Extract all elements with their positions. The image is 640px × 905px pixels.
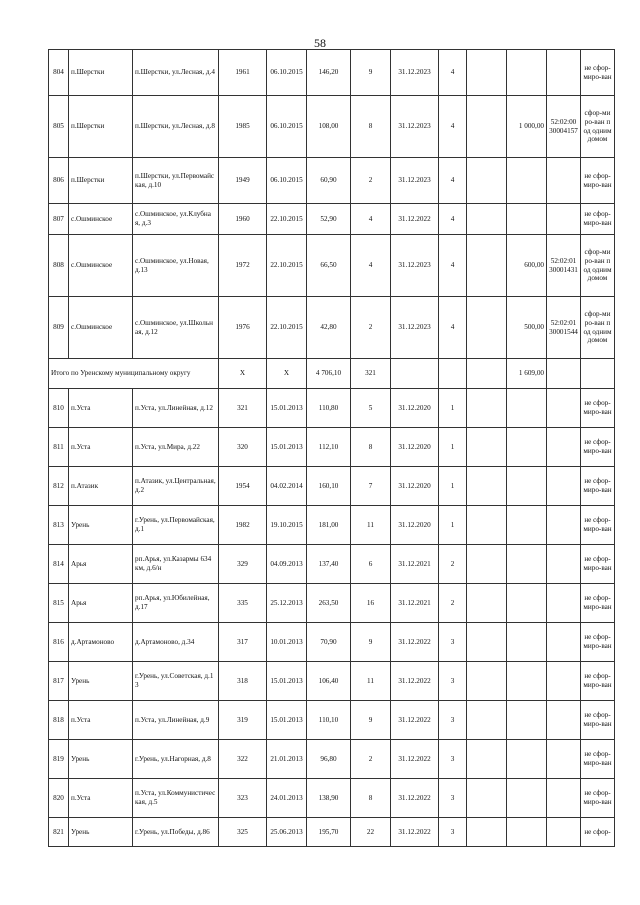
cell-cadastral-number: 52:02:0030004157 (547, 96, 581, 158)
cell-settlement: п.Атазик (69, 467, 133, 506)
cell-resettlement-deadline: 31.12.2022 (391, 623, 439, 662)
cell-row-number: 811 (49, 428, 69, 467)
cell-land-status: не сфор-миро-ван (581, 701, 615, 740)
cell-residents: 11 (351, 662, 391, 701)
cell-row-number: 804 (49, 50, 69, 96)
cell-cadastral-number (547, 428, 581, 467)
cell-address: п.Уста, ул.Линейная, д.9 (133, 701, 219, 740)
cell-area: 110,80 (307, 389, 351, 428)
cell-residents: 6 (351, 545, 391, 584)
total-date-col: X (267, 359, 307, 389)
cell-area: 52,90 (307, 204, 351, 235)
cell-settlement: с.Ошминское (69, 297, 133, 359)
cell-stage: 3 (439, 740, 467, 779)
cell-cadastral-number (547, 701, 581, 740)
cell-stage: 2 (439, 584, 467, 623)
cell-resettlement-deadline: 31.12.2023 (391, 50, 439, 96)
cell-empty-col (467, 235, 507, 297)
cell-address: с.Ошминское, ул.Клубная, д.3 (133, 204, 219, 235)
cell-recognition-date: 15.01.2013 (267, 428, 307, 467)
cell-address: рп.Арья, ул.Юбилейная, д.17 (133, 584, 219, 623)
cell-empty-col (467, 204, 507, 235)
cell-stage: 2 (439, 545, 467, 584)
cell-residents: 4 (351, 204, 391, 235)
cell-address: с.Ошминское, ул.Новая, д.13 (133, 235, 219, 297)
cell-settlement: п.Уста (69, 701, 133, 740)
cell-stage: 1 (439, 389, 467, 428)
cell-stage: 4 (439, 50, 467, 96)
total-empty (581, 359, 615, 389)
cell-address: д.Артамоново, д.34 (133, 623, 219, 662)
cell-empty-col (467, 662, 507, 701)
cell-land-area (507, 204, 547, 235)
cell-year-or-doc-number: 329 (219, 545, 267, 584)
cell-empty-col (467, 506, 507, 545)
cell-recognition-date: 22.10.2015 (267, 204, 307, 235)
table-row (49, 818, 615, 847)
cell-resettlement-deadline: 31.12.2023 (391, 235, 439, 297)
cell-cadastral-number (547, 740, 581, 779)
cell-land-area (507, 701, 547, 740)
cell-row-number: 809 (49, 297, 69, 359)
table-row (49, 506, 615, 545)
cell-land-area: 600,00 (507, 235, 547, 297)
total-area: 4 706,10 (307, 359, 351, 389)
cell-settlement: п.Уста (69, 779, 133, 818)
cell-area: 70,90 (307, 623, 351, 662)
cell-resettlement-deadline: 31.12.2022 (391, 818, 439, 847)
cell-empty-col (467, 158, 507, 204)
cell-resettlement-deadline: 31.12.2021 (391, 545, 439, 584)
cell-recognition-date: 22.10.2015 (267, 297, 307, 359)
cell-year-or-doc-number: 335 (219, 584, 267, 623)
cell-cadastral-number: 52:02:0130001431 (547, 235, 581, 297)
table-row (49, 297, 615, 359)
cell-address: г.Урень, ул.Победы, д.86 (133, 818, 219, 847)
cell-land-area (507, 662, 547, 701)
cell-residents: 9 (351, 701, 391, 740)
cell-address: п.Уста, ул.Коммунистическая, д.5 (133, 779, 219, 818)
cell-stage: 3 (439, 662, 467, 701)
cell-settlement: Урень (69, 506, 133, 545)
cell-residents: 8 (351, 779, 391, 818)
cell-land-area (507, 506, 547, 545)
cell-empty-col (467, 779, 507, 818)
cell-recognition-date: 22.10.2015 (267, 235, 307, 297)
cell-cadastral-number (547, 779, 581, 818)
cell-recognition-date: 25.06.2013 (267, 818, 307, 847)
cell-land-status: не сфор-миро-ван (581, 740, 615, 779)
cell-recognition-date: 04.09.2013 (267, 545, 307, 584)
cell-year-or-doc-number: 320 (219, 428, 267, 467)
cell-year-or-doc-number: 319 (219, 701, 267, 740)
cell-year-or-doc-number: 325 (219, 818, 267, 847)
cell-row-number: 812 (49, 467, 69, 506)
cell-resettlement-deadline: 31.12.2022 (391, 740, 439, 779)
cell-settlement: д.Артамоново (69, 623, 133, 662)
cell-land-area (507, 818, 547, 847)
cell-residents: 11 (351, 506, 391, 545)
cell-row-number: 810 (49, 389, 69, 428)
cell-row-number: 815 (49, 584, 69, 623)
cell-stage: 4 (439, 235, 467, 297)
cell-area: 112,10 (307, 428, 351, 467)
cell-year-or-doc-number: 322 (219, 740, 267, 779)
cell-resettlement-deadline: 31.12.2020 (391, 467, 439, 506)
cell-area: 42,80 (307, 297, 351, 359)
cell-address: г.Урень, ул.Нагорная, д.8 (133, 740, 219, 779)
cell-area: 160,10 (307, 467, 351, 506)
cell-settlement: п.Шерстки (69, 96, 133, 158)
cell-land-status: не сфор-миро-ван (581, 545, 615, 584)
cell-cadastral-number (547, 467, 581, 506)
cell-land-status: не сфор-миро-ван (581, 389, 615, 428)
cell-residents: 2 (351, 297, 391, 359)
cell-area: 181,00 (307, 506, 351, 545)
cell-empty-col (467, 467, 507, 506)
cell-row-number: 819 (49, 740, 69, 779)
cell-empty-col (467, 584, 507, 623)
cell-settlement: Арья (69, 584, 133, 623)
cell-recognition-date: 15.01.2013 (267, 701, 307, 740)
table-row (49, 158, 615, 204)
cell-area: 96,80 (307, 740, 351, 779)
cell-land-area (507, 428, 547, 467)
cell-area: 138,90 (307, 779, 351, 818)
cell-resettlement-deadline: 31.12.2020 (391, 428, 439, 467)
total-empty (467, 359, 507, 389)
total-label: Итого по Уренскому муниципальному округу (49, 359, 219, 389)
cell-row-number: 807 (49, 204, 69, 235)
cell-area: 108,00 (307, 96, 351, 158)
cell-address: п.Шерстки, ул.Лесная, д.4 (133, 50, 219, 96)
cell-row-number: 813 (49, 506, 69, 545)
housing-register-table (48, 49, 615, 847)
cell-address: п.Атазик, ул.Центральная, д.2 (133, 467, 219, 506)
table-row (49, 779, 615, 818)
cell-area: 137,40 (307, 545, 351, 584)
cell-cadastral-number (547, 389, 581, 428)
cell-land-area: 1 000,00 (507, 96, 547, 158)
cell-address: п.Уста, ул.Мира, д.22 (133, 428, 219, 467)
cell-year-or-doc-number: 1961 (219, 50, 267, 96)
cell-address: п.Уста, ул.Линейная, д.12 (133, 389, 219, 428)
cell-area: 146,20 (307, 50, 351, 96)
cell-address: с.Ошминское, ул.Школьная, д.12 (133, 297, 219, 359)
cell-land-area (507, 389, 547, 428)
cell-land-status: не сфор-миро-ван (581, 428, 615, 467)
cell-land-area (507, 467, 547, 506)
cell-resettlement-deadline: 31.12.2023 (391, 158, 439, 204)
cell-empty-col (467, 545, 507, 584)
cell-residents: 8 (351, 96, 391, 158)
cell-settlement: Урень (69, 740, 133, 779)
cell-stage: 1 (439, 506, 467, 545)
cell-residents: 2 (351, 158, 391, 204)
cell-land-status: не сфор-миро-ван (581, 506, 615, 545)
cell-settlement: с.Ошминское (69, 204, 133, 235)
cell-recognition-date: 21.01.2013 (267, 740, 307, 779)
cell-land-status: сфор-миро-ван под одним домом (581, 235, 615, 297)
cell-settlement: п.Шерстки (69, 50, 133, 96)
cell-land-status: не сфор- (581, 818, 615, 847)
table-row (49, 235, 615, 297)
table-row (49, 740, 615, 779)
cell-resettlement-deadline: 31.12.2020 (391, 389, 439, 428)
table-row (49, 96, 615, 158)
cell-settlement: с.Ошминское (69, 235, 133, 297)
cell-address: п.Шерстки, ул.Лесная, д.8 (133, 96, 219, 158)
cell-land-area (507, 740, 547, 779)
cell-row-number: 818 (49, 701, 69, 740)
table-row (49, 662, 615, 701)
cell-year-or-doc-number: 321 (219, 389, 267, 428)
cell-row-number: 821 (49, 818, 69, 847)
cell-land-status: не сфор-миро-ван (581, 584, 615, 623)
cell-land-area (507, 545, 547, 584)
cell-land-area: 500,00 (507, 297, 547, 359)
cell-land-status: не сфор-миро-ван (581, 623, 615, 662)
cell-year-or-doc-number: 1972 (219, 235, 267, 297)
total-empty (547, 359, 581, 389)
cell-land-area (507, 623, 547, 662)
cell-land-area (507, 584, 547, 623)
cell-settlement: Урень (69, 662, 133, 701)
cell-land-status: не сфор-миро-ван (581, 662, 615, 701)
cell-recognition-date: 10.01.2013 (267, 623, 307, 662)
cell-residents: 2 (351, 740, 391, 779)
cell-land-status: не сфор-миро-ван (581, 158, 615, 204)
cell-stage: 3 (439, 701, 467, 740)
cell-recognition-date: 06.10.2015 (267, 50, 307, 96)
table-row (49, 701, 615, 740)
cell-stage: 3 (439, 623, 467, 662)
cell-empty-col (467, 623, 507, 662)
cell-residents: 9 (351, 623, 391, 662)
cell-area: 263,50 (307, 584, 351, 623)
cell-empty-col (467, 96, 507, 158)
cell-row-number: 814 (49, 545, 69, 584)
cell-stage: 1 (439, 428, 467, 467)
cell-year-or-doc-number: 1954 (219, 467, 267, 506)
cell-residents: 4 (351, 235, 391, 297)
cell-resettlement-deadline: 31.12.2021 (391, 584, 439, 623)
total-empty (439, 359, 467, 389)
cell-year-or-doc-number: 1960 (219, 204, 267, 235)
table-row (49, 623, 615, 662)
cell-residents: 9 (351, 50, 391, 96)
cell-address: г.Урень, ул.Первомайская, д.1 (133, 506, 219, 545)
cell-year-or-doc-number: 1949 (219, 158, 267, 204)
total-residents: 321 (351, 359, 391, 389)
cell-recognition-date: 06.10.2015 (267, 96, 307, 158)
cell-resettlement-deadline: 31.12.2023 (391, 96, 439, 158)
table-row (49, 389, 615, 428)
cell-cadastral-number (547, 662, 581, 701)
cell-cadastral-number (547, 158, 581, 204)
cell-area: 195,70 (307, 818, 351, 847)
cell-year-or-doc-number: 318 (219, 662, 267, 701)
cell-stage: 4 (439, 297, 467, 359)
cell-stage: 3 (439, 818, 467, 847)
cell-resettlement-deadline: 31.12.2022 (391, 204, 439, 235)
table-row (49, 467, 615, 506)
cell-address: рп.Арья, ул.Казармы 634 км, д.6/н (133, 545, 219, 584)
cell-area: 110,10 (307, 701, 351, 740)
table-row (49, 584, 615, 623)
cell-cadastral-number (547, 204, 581, 235)
cell-settlement: Арья (69, 545, 133, 584)
cell-cadastral-number (547, 506, 581, 545)
cell-land-status: не сфор-миро-ван (581, 50, 615, 96)
cell-land-status: сфор-миро-ван под одним домом (581, 297, 615, 359)
cell-row-number: 816 (49, 623, 69, 662)
cell-stage: 4 (439, 158, 467, 204)
cell-year-or-doc-number: 317 (219, 623, 267, 662)
cell-settlement: п.Уста (69, 428, 133, 467)
cell-year-or-doc-number: 323 (219, 779, 267, 818)
cell-land-status: не сфор-миро-ван (581, 204, 615, 235)
cell-cadastral-number (547, 623, 581, 662)
cell-cadastral-number (547, 584, 581, 623)
cell-year-or-doc-number: 1976 (219, 297, 267, 359)
cell-recognition-date: 15.01.2013 (267, 662, 307, 701)
cell-land-area (507, 50, 547, 96)
cell-residents: 22 (351, 818, 391, 847)
cell-cadastral-number (547, 818, 581, 847)
table-row (49, 204, 615, 235)
cell-area: 60,90 (307, 158, 351, 204)
cell-resettlement-deadline: 31.12.2022 (391, 701, 439, 740)
cell-cadastral-number (547, 545, 581, 584)
cell-empty-col (467, 297, 507, 359)
total-empty (391, 359, 439, 389)
cell-row-number: 820 (49, 779, 69, 818)
cell-cadastral-number (547, 50, 581, 96)
cell-stage: 1 (439, 467, 467, 506)
cell-stage: 4 (439, 204, 467, 235)
cell-empty-col (467, 701, 507, 740)
cell-year-or-doc-number: 1985 (219, 96, 267, 158)
cell-area: 66,50 (307, 235, 351, 297)
cell-recognition-date: 24.01.2013 (267, 779, 307, 818)
cell-area: 106,40 (307, 662, 351, 701)
cell-year-or-doc-number: 1982 (219, 506, 267, 545)
cell-land-area (507, 158, 547, 204)
cell-residents: 16 (351, 584, 391, 623)
table-row (49, 545, 615, 584)
cell-residents: 7 (351, 467, 391, 506)
cell-recognition-date: 25.12.2013 (267, 584, 307, 623)
cell-recognition-date: 15.01.2013 (267, 389, 307, 428)
cell-recognition-date: 04.02.2014 (267, 467, 307, 506)
cell-recognition-date: 19.10.2015 (267, 506, 307, 545)
cell-address: г.Урень, ул.Советская, д.13 (133, 662, 219, 701)
cell-address: п.Шерстки, ул.Первомайская, д.10 (133, 158, 219, 204)
cell-row-number: 808 (49, 235, 69, 297)
cell-residents: 8 (351, 428, 391, 467)
cell-resettlement-deadline: 31.12.2022 (391, 662, 439, 701)
cell-empty-col (467, 428, 507, 467)
cell-resettlement-deadline: 31.12.2022 (391, 779, 439, 818)
cell-stage: 3 (439, 779, 467, 818)
cell-row-number: 805 (49, 96, 69, 158)
table-row (49, 428, 615, 467)
cell-resettlement-deadline: 31.12.2020 (391, 506, 439, 545)
cell-empty-col (467, 50, 507, 96)
cell-empty-col (467, 740, 507, 779)
cell-settlement: п.Шерстки (69, 158, 133, 204)
cell-land-status: сфор-миро-ван под одним домом (581, 96, 615, 158)
total-row (49, 359, 615, 389)
cell-settlement: п.Уста (69, 389, 133, 428)
page-number: 58 (314, 36, 326, 50)
cell-stage: 4 (439, 96, 467, 158)
cell-resettlement-deadline: 31.12.2023 (391, 297, 439, 359)
cell-land-area (507, 779, 547, 818)
cell-recognition-date: 06.10.2015 (267, 158, 307, 204)
cell-empty-col (467, 818, 507, 847)
cell-land-status: не сфор-миро-ван (581, 779, 615, 818)
cell-settlement: Урень (69, 818, 133, 847)
cell-cadastral-number: 52:02:0130001544 (547, 297, 581, 359)
cell-empty-col (467, 389, 507, 428)
total-land-area: 1 609,00 (507, 359, 547, 389)
table-row (49, 50, 615, 96)
cell-row-number: 817 (49, 662, 69, 701)
total-year-col: X (219, 359, 267, 389)
cell-residents: 5 (351, 389, 391, 428)
cell-row-number: 806 (49, 158, 69, 204)
cell-land-status: не сфор-миро-ван (581, 467, 615, 506)
